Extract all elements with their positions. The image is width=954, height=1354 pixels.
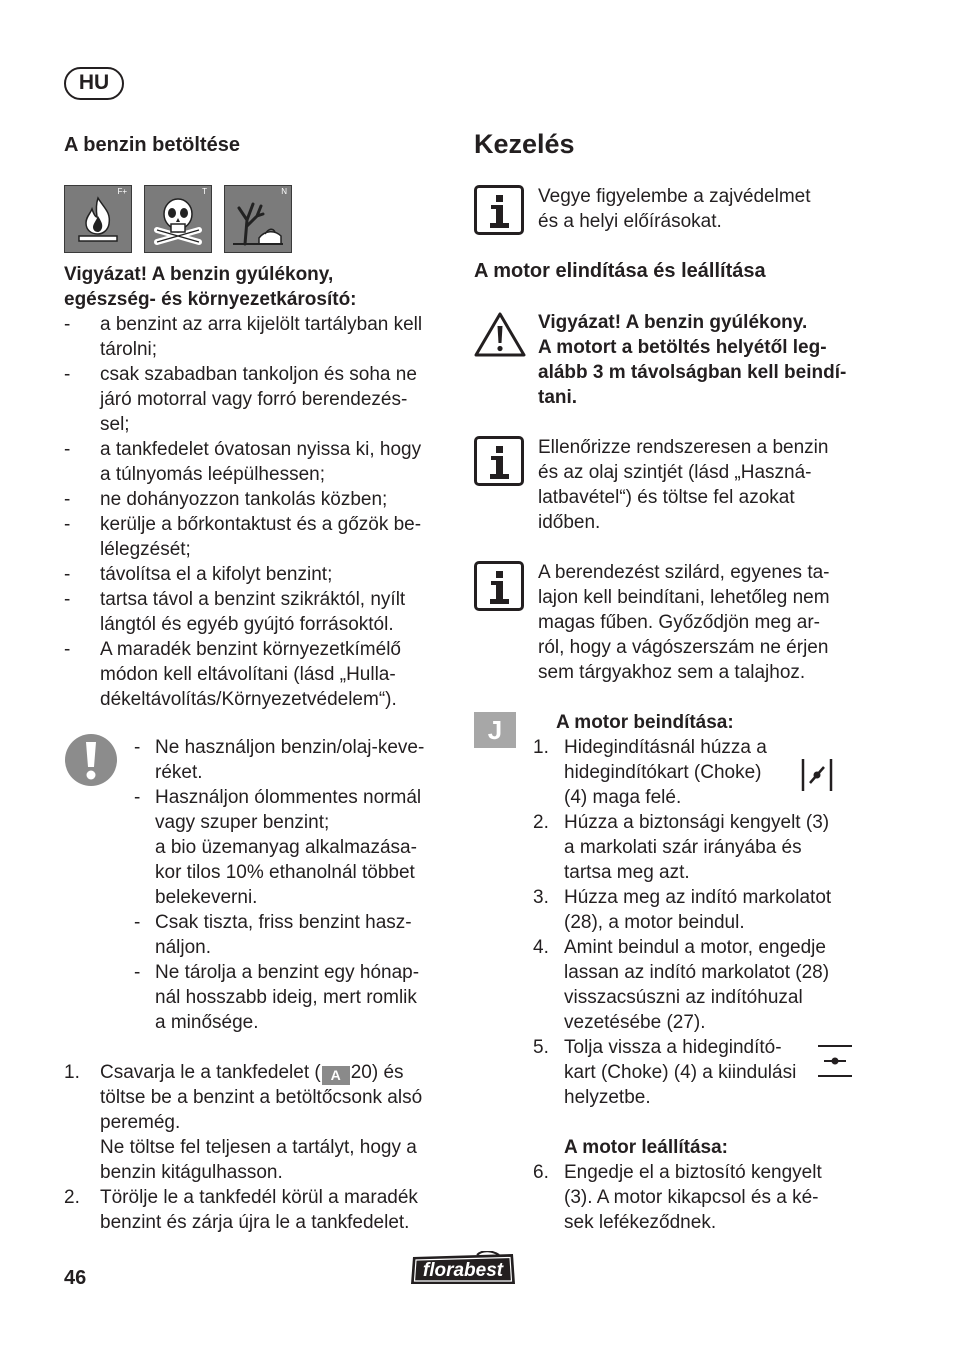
info-text-line: magas fűben. Győződjön meg ar- (538, 612, 820, 633)
step-text: Amint beindul a motor, engedje (564, 937, 826, 958)
list-item-text: tartsa távol a benzint szikráktól, nyílt (100, 589, 406, 610)
step-number: 1. (533, 737, 549, 758)
info-text-line: Ellenőrizze rendszeresen a benzin (538, 437, 829, 458)
choke-open-icon (816, 1043, 854, 1079)
step-number: 5. (533, 1037, 549, 1058)
warning-text-line: egészség- és környezetkárosító: (64, 289, 357, 310)
hazard-code: N (281, 187, 287, 196)
info-text-line: és az olaj szintjét (lásd „Haszná- (538, 462, 812, 483)
step-number: 6. (533, 1162, 549, 1183)
list-dash: - (134, 737, 141, 758)
info-text-line: és a helyi előírásokat. (538, 211, 722, 232)
step-text: vezetésébe (27). (564, 1012, 706, 1033)
step-text: Tolja vissza a hidegindító- (564, 1037, 782, 1058)
list-item-text: csak szabadban tankoljon és soha ne (100, 364, 417, 385)
info-icon (474, 436, 524, 486)
list-item-text: lélegzését; (100, 539, 191, 560)
stop-subheading: A motor leállítása: (564, 1137, 729, 1158)
info-text-line: sem tárgyakhoz sem a talajhoz. (538, 662, 806, 683)
note-item-text: Csak tiszta, friss benzint hasz- (155, 912, 412, 933)
info-icon (474, 185, 524, 235)
info-text-line: lajon kell beindítani, lehetőleg nem (538, 587, 830, 608)
list-dash: - (64, 364, 71, 385)
list-dash: - (64, 514, 71, 535)
step-text: peremég. (100, 1112, 181, 1133)
list-dash: - (64, 489, 71, 510)
step-1-first-line (100, 1060, 404, 1085)
list-dash: - (64, 564, 71, 585)
note-item-text: Ne használjon benzin/olaj-keve- (155, 737, 425, 758)
choke-closed-icon (800, 758, 834, 792)
info-text-line: latbavétel“) és töltse fel azokat (538, 487, 795, 508)
list-dash: - (64, 589, 71, 610)
step-text: a markolati szár irányába és (564, 837, 802, 858)
list-item-text: járó motorral vagy forró berendezés- (100, 389, 408, 410)
warning-text-line: A motort a betöltés helyétől leg- (538, 337, 827, 358)
step-text: (28), a motor beindul. (564, 912, 745, 933)
list-item-text: tárolni; (100, 339, 158, 360)
warning-text-line: alább 3 m távolságban kell beindí- (538, 362, 847, 383)
note-item-text: Ne tárolja a benzint egy hónap- (155, 962, 420, 983)
step-text: Törölje le a tankfedél körül a maradék (100, 1187, 418, 1208)
note-item-text: nál hosszabb ideig, mert romlik (155, 987, 417, 1008)
note-item-text: belekeverni. (155, 887, 258, 908)
step-text: kart (Choke) (4) a kiindulási (564, 1062, 797, 1083)
list-dash: - (134, 912, 141, 933)
step-text: benzint és zárja újra le a tankfedelet. (100, 1212, 410, 1233)
flame-icon (69, 190, 127, 248)
info-text-line: időben. (538, 512, 601, 533)
list-dash: - (64, 639, 71, 660)
start-subheading: A motor beindítása: (556, 712, 734, 733)
step-number: 3. (533, 887, 549, 908)
warning-text-line: Vigyázat! A benzin gyúlékony, (64, 264, 334, 285)
note-item-text: kor tilos 10% ethanolnál többet (155, 862, 415, 883)
step-text: Csavarja le a tankfedelet ( (100, 1062, 321, 1083)
hazard-code: F+ (117, 187, 127, 196)
step-text: töltse be a benzint a betöltőcsonk alsó (100, 1087, 423, 1108)
info-text-line: A berendezést szilárd, egyenes ta- (538, 562, 830, 583)
hazard-flammable (64, 185, 132, 253)
note-item-text: a minősége. (155, 1012, 259, 1033)
list-dash: - (134, 962, 141, 983)
list-item-text: a benzint az arra kijelölt tartályban kell (100, 314, 423, 335)
list-item-text: módon kell eltávolítani (lásd „Hulla- (100, 664, 396, 685)
list-dash: - (64, 439, 71, 460)
step-text: Húzza meg az indító markolatot (564, 887, 832, 908)
list-dash: - (64, 314, 71, 335)
list-item-text: dékeltávolítás/Környezetvédelem“). (100, 689, 397, 710)
info-text-line: Vegye figyelembe a zajvédelmet (538, 186, 811, 207)
step-text: tartsa meg azt. (564, 862, 690, 883)
info-icon (474, 561, 524, 611)
warning-text-line: Vigyázat! A benzin gyúlékony. (538, 312, 808, 333)
note-item-text: réket. (155, 762, 203, 783)
step-text: Ne töltse fel teljesen a tartályt, hogy a (100, 1137, 417, 1158)
list-item-text: a túlnyomás leépülhessen; (100, 464, 325, 485)
note-item-text: náljon. (155, 937, 211, 958)
list-item-text: A maradék benzint környezetkímélő (100, 639, 401, 660)
hazard-environment (224, 185, 292, 253)
step-text: benzin kitágulhasson. (100, 1162, 283, 1183)
figure-a-ref-box: A (322, 1066, 350, 1085)
language-badge: HU (64, 67, 124, 100)
list-item-text: a tankfedelet óvatosan nyissa ki, hogy (100, 439, 422, 460)
step-number: 4. (533, 937, 549, 958)
hazard-code: T (202, 187, 207, 196)
note-item-text: Használjon ólommentes normál (155, 787, 422, 808)
step-text: 20) és (350, 1062, 404, 1083)
step-number: 2. (64, 1187, 80, 1208)
note-item-text: vagy szuper benzint; (155, 812, 330, 833)
exclamation-circle-icon (64, 733, 118, 787)
brand-wordmark: florabest (422, 1260, 504, 1281)
step-number: 1. (64, 1062, 80, 1083)
list-item-text: lángtól és egyéb gyújtó forrásoktól. (100, 614, 394, 635)
hazard-toxic (144, 185, 212, 253)
warning-triangle-icon (474, 311, 526, 357)
list-item-text: sel; (100, 414, 130, 435)
list-item-text: ne dohányozzon tankolás közben; (100, 489, 388, 510)
step-text: (3). A motor kikapcsol és a ké- (564, 1187, 819, 1208)
skull-crossbones-icon (149, 190, 207, 248)
warning-text-line: tani. (538, 387, 578, 408)
step-text: hidegindítókart (Choke) (564, 762, 762, 783)
section-heading-start-stop: A motor elindítása és leállítása (474, 260, 766, 282)
step-text: Húzza a biztonsági kengyelt (3) (564, 812, 830, 833)
list-dash: - (134, 787, 141, 808)
step-text: Hidegindításnál húzza a (564, 737, 767, 758)
environment-hazard-icon (229, 190, 287, 248)
step-number: 2. (533, 812, 549, 833)
step-text: helyzetbe. (564, 1087, 651, 1108)
step-text: lassan az indító markolatot (28) (564, 962, 830, 983)
step-text: visszacsúszni az indítóhuzal (564, 987, 803, 1008)
florabest-logo (407, 1251, 519, 1287)
info-text-line: ról, hogy a vágószerszám ne érjen (538, 637, 829, 658)
section-heading-refuel: A benzin betöltése (64, 134, 240, 156)
list-item-text: kerülje a bőrkontaktust és a gőzök be- (100, 514, 422, 535)
step-text: Engedje el a biztosító kengyelt (564, 1162, 822, 1183)
step-text: sek lefékeződnek. (564, 1212, 717, 1233)
step-text: (4) maga felé. (564, 787, 682, 808)
figure-j-ref-box: J (474, 712, 516, 748)
page-title: Kezelés (474, 129, 575, 159)
note-item-text: a bio üzemanyag alkalmazása- (155, 837, 417, 858)
list-item-text: távolítsa el a kifolyt benzint; (100, 564, 333, 585)
page-number: 46 (64, 1267, 87, 1289)
